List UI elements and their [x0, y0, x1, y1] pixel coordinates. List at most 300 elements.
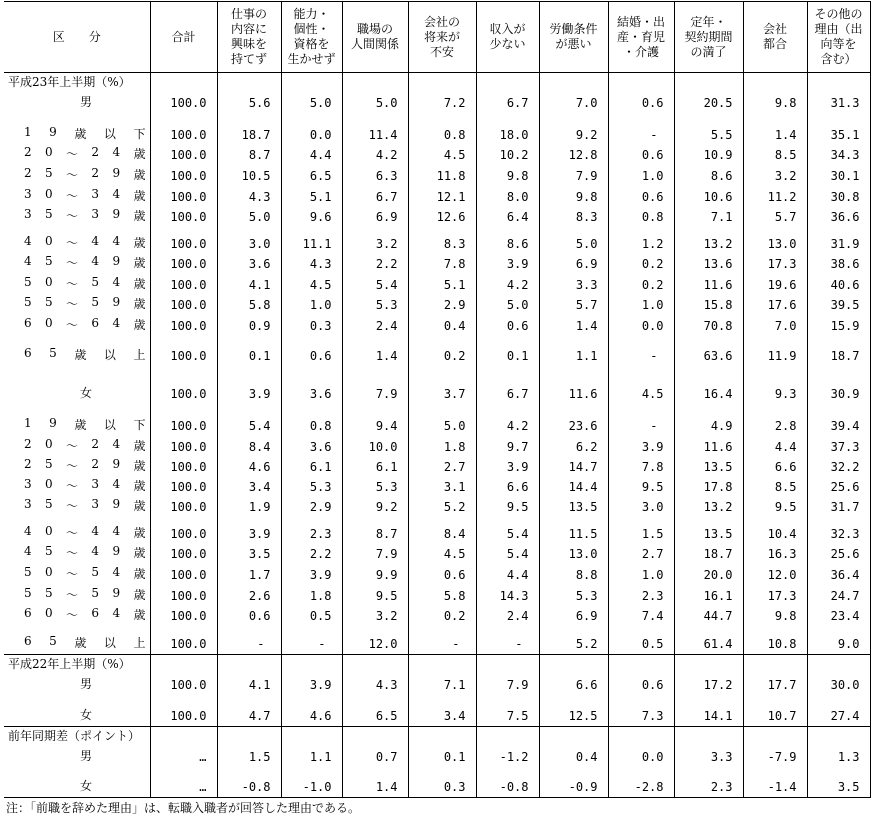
table-cell [608, 727, 674, 748]
table-cell: 13.0 [743, 227, 807, 254]
table-cell [539, 727, 608, 748]
table-cell [743, 767, 807, 777]
table-cell: 5.1 [281, 186, 342, 207]
column-header [342, 2, 408, 73]
age-label: 2 5 ～ 2 9 歳 [24, 457, 146, 473]
table-cell: 4.5 [281, 274, 342, 295]
age-label: 2 0 ～ 2 4 歳 [24, 145, 146, 161]
table-cell: 5.8 [217, 295, 281, 315]
table-cell: 13.5 [674, 457, 743, 477]
table-cell: 9.5 [743, 497, 807, 517]
table-cell: 3.6 [217, 254, 281, 274]
row-label [4, 517, 150, 544]
table-cell [608, 113, 674, 123]
table-cell: 0.6 [608, 93, 674, 113]
column-header-line: ・介護 [622, 44, 659, 59]
age-label: 6 0 ～ 6 4 歳 [24, 316, 146, 332]
column-header-line: 将来が [423, 29, 460, 44]
table-cell: 12.1 [408, 186, 476, 207]
table-cell: 4.9 [674, 415, 743, 436]
table-cell [476, 73, 539, 94]
table-cell: 100.0 [150, 457, 217, 477]
row-label [4, 777, 150, 798]
table-cell: 4.4 [281, 145, 342, 165]
table-cell [281, 73, 342, 94]
table-cell: 8.4 [408, 517, 476, 544]
table-cell [807, 113, 870, 123]
table-cell: 0.1 [217, 336, 281, 366]
table-cell: 18.7 [674, 544, 743, 564]
table-cell [342, 366, 408, 384]
table-cell [539, 404, 608, 415]
column-header-line: 少ない [489, 37, 526, 51]
table-cell: 8.6 [674, 165, 743, 186]
table-cell: 0.0 [608, 315, 674, 336]
table-cell: 10.7 [743, 705, 807, 727]
table-cell: 3.4 [217, 477, 281, 497]
table-row [4, 366, 870, 384]
table-cell: 25.6 [807, 477, 870, 497]
section-row [4, 73, 870, 94]
table-cell: 3.5 [807, 777, 870, 798]
table-cell: 3.5 [217, 544, 281, 564]
table-row [4, 336, 870, 366]
table-cell: 18.7 [217, 123, 281, 145]
table-cell [608, 404, 674, 415]
table-cell: 5.4 [342, 274, 408, 295]
table-cell: 5.3 [539, 585, 608, 606]
table-cell: 4.7 [217, 705, 281, 727]
table-cell: 3.3 [539, 274, 608, 295]
table-cell [674, 404, 743, 415]
table-cell: 13.2 [674, 497, 743, 517]
table-cell: 7.9 [342, 544, 408, 564]
table-cell: 39.5 [807, 295, 870, 315]
row-label [4, 436, 150, 457]
table-cell: 10.5 [217, 165, 281, 186]
table-cell [743, 654, 807, 675]
table-cell: 2.9 [281, 497, 342, 517]
table-row [4, 564, 870, 585]
column-header-line: の満了 [690, 44, 727, 59]
section-title: 平成23年上半期（%） [8, 75, 131, 89]
age-label: 2 5 ～ 2 9 歳 [24, 166, 146, 182]
table-cell [408, 113, 476, 123]
table-cell: 3.9 [476, 457, 539, 477]
table-cell: 3.0 [608, 497, 674, 517]
table-cell [608, 654, 674, 675]
table-cell: 5.0 [476, 295, 539, 315]
column-header [539, 2, 608, 73]
table-row [4, 165, 870, 186]
table-cell [281, 404, 342, 415]
table-cell: 7.0 [743, 315, 807, 336]
column-header-line: 労働条件 [549, 22, 598, 36]
table-cell: 11.2 [743, 186, 807, 207]
table-row [4, 207, 870, 227]
age-label: 6 5 歳 以 上 [24, 346, 146, 362]
table-cell: 1.4 [342, 777, 408, 798]
table-row [4, 585, 870, 606]
row-label [4, 295, 150, 315]
column-header [217, 2, 281, 73]
table-cell: 100.0 [150, 274, 217, 295]
table-cell: 5.0 [408, 415, 476, 436]
table-cell [281, 767, 342, 777]
table-cell: 100.0 [150, 165, 217, 186]
column-header [4, 2, 150, 73]
table-cell: 0.8 [608, 207, 674, 227]
row-label [4, 366, 150, 384]
table-cell: 10.9 [674, 145, 743, 165]
column-header-line: 生かせず [287, 52, 336, 66]
row-label [4, 73, 150, 94]
table-cell [408, 366, 476, 384]
table-cell: 1.8 [408, 436, 476, 457]
table-row [4, 295, 870, 315]
row-label [4, 415, 150, 436]
table-cell: 9.8 [539, 186, 608, 207]
table-cell [408, 695, 476, 705]
table-cell [217, 73, 281, 94]
table-cell: 6.7 [476, 384, 539, 404]
table-row [4, 186, 870, 207]
table-cell: 14.4 [539, 477, 608, 497]
table-row [4, 606, 870, 626]
table-cell: 1.1 [539, 336, 608, 366]
table-cell: 6.5 [281, 165, 342, 186]
table-cell: - [608, 415, 674, 436]
row-label [4, 93, 150, 113]
table-cell: 0.6 [608, 186, 674, 207]
table-cell: 3.2 [743, 165, 807, 186]
table-cell: 3.9 [476, 254, 539, 274]
table-cell: 5.7 [743, 207, 807, 227]
table-cell [608, 366, 674, 384]
table-cell: 12.6 [408, 207, 476, 227]
table-cell: 9.8 [476, 165, 539, 186]
table-cell: 10.2 [476, 145, 539, 165]
table-cell [674, 113, 743, 123]
table-cell: 16.3 [743, 544, 807, 564]
table-cell: 4.5 [408, 145, 476, 165]
table-cell: 11.4 [342, 123, 408, 145]
table-cell: -1.0 [281, 777, 342, 798]
column-header-line: 興味を [230, 37, 267, 51]
table-cell: 6.6 [539, 675, 608, 695]
table-cell: 100.0 [150, 705, 217, 727]
table-cell: 0.9 [217, 315, 281, 336]
age-label: 5 0 ～ 5 4 歳 [24, 275, 146, 291]
table-cell: 6.9 [539, 606, 608, 626]
table-cell: 8.4 [217, 436, 281, 457]
table-cell: 8.3 [408, 227, 476, 254]
table-cell [150, 727, 217, 748]
table-cell: 5.3 [281, 477, 342, 497]
table-cell: 3.2 [342, 227, 408, 254]
table-cell: 8.5 [743, 477, 807, 497]
table-cell: 100.0 [150, 336, 217, 366]
table-cell: 100.0 [150, 517, 217, 544]
table-cell: 9.2 [539, 123, 608, 145]
table-cell: 100.0 [150, 477, 217, 497]
table-cell: 5.2 [539, 626, 608, 654]
row-label [4, 626, 150, 654]
column-header-line: 契約期間 [684, 29, 733, 44]
table-cell: 4.1 [217, 675, 281, 695]
table-cell: 5.2 [408, 497, 476, 517]
age-label: 3 5 ～ 3 9 歳 [24, 497, 146, 513]
table-cell [674, 73, 743, 94]
row-label [4, 123, 150, 145]
column-header-line: 仕事の [230, 7, 267, 21]
age-label: 5 5 ～ 5 9 歳 [24, 586, 146, 602]
table-cell: 100.0 [150, 315, 217, 336]
table-cell: 8.5 [743, 145, 807, 165]
table-cell: 0.1 [408, 747, 476, 767]
table-cell: 6.3 [342, 165, 408, 186]
table-cell: 31.7 [807, 497, 870, 517]
table-cell [743, 73, 807, 94]
column-header-line: 結婚・出 [616, 14, 665, 29]
reasons-table [4, 1, 871, 798]
table-cell: 1.3 [807, 747, 870, 767]
table-cell [150, 73, 217, 94]
table-cell: 7.8 [608, 457, 674, 477]
table-cell: 11.6 [674, 436, 743, 457]
column-header [476, 2, 539, 73]
table-row [4, 404, 870, 415]
table-cell: 11.6 [539, 384, 608, 404]
table-cell: 3.6 [281, 436, 342, 457]
table-cell: 3.9 [281, 675, 342, 695]
table-cell: - [476, 626, 539, 654]
table-cell: 12.5 [539, 705, 608, 727]
column-header [608, 2, 674, 73]
table-cell [408, 654, 476, 675]
table-cell: 12.8 [539, 145, 608, 165]
table-cell: 4.2 [476, 274, 539, 295]
table-row [4, 384, 870, 404]
table-cell: 14.7 [539, 457, 608, 477]
table-cell: 0.1 [476, 336, 539, 366]
table-row [4, 457, 870, 477]
table-cell: 70.8 [674, 315, 743, 336]
table-cell: 17.3 [743, 585, 807, 606]
table-row [4, 123, 870, 145]
column-header-line: 収入が [489, 22, 526, 36]
table-cell: 7.2 [408, 93, 476, 113]
sex-label: 男 [80, 676, 93, 691]
table-cell: 30.9 [807, 384, 870, 404]
header-row [4, 2, 870, 73]
table-cell: 10.4 [743, 517, 807, 544]
table-cell: 31.3 [807, 93, 870, 113]
table-cell: 100.0 [150, 295, 217, 315]
row-label [4, 497, 150, 517]
table-cell [743, 404, 807, 415]
table-row [4, 544, 870, 564]
row-label [4, 727, 150, 748]
table-cell [408, 73, 476, 94]
table-cell: 100.0 [150, 626, 217, 654]
table-cell: 9.2 [342, 497, 408, 517]
table-cell [608, 73, 674, 94]
table-cell: 2.7 [608, 544, 674, 564]
table-cell: 38.6 [807, 254, 870, 274]
table-cell: 14.1 [674, 705, 743, 727]
table-cell: 27.4 [807, 705, 870, 727]
table-cell: -1.2 [476, 747, 539, 767]
table-cell: 23.4 [807, 606, 870, 626]
table-cell: 1.0 [608, 165, 674, 186]
table-row [4, 274, 870, 295]
table-cell: 6.5 [342, 705, 408, 727]
table-row [4, 315, 870, 336]
table-cell: 36.4 [807, 564, 870, 585]
table-cell: 1.4 [342, 336, 408, 366]
table-cell: 0.6 [281, 336, 342, 366]
column-header-line: 職場の [356, 22, 393, 36]
table-cell [476, 366, 539, 384]
table-cell [150, 654, 217, 675]
column-header-line: 都合 [762, 37, 787, 51]
table-cell: 0.4 [408, 315, 476, 336]
table-row [4, 767, 870, 777]
table-cell [342, 767, 408, 777]
table-cell: 5.3 [342, 477, 408, 497]
table-cell: 8.7 [342, 517, 408, 544]
table-cell: 20.5 [674, 93, 743, 113]
table-cell: 39.4 [807, 415, 870, 436]
table-cell [408, 767, 476, 777]
row-label [4, 274, 150, 295]
table-cell: 7.4 [608, 606, 674, 626]
table-cell: 5.4 [476, 544, 539, 564]
table-cell: 4.2 [476, 415, 539, 436]
table-cell [342, 73, 408, 94]
table-cell: 2.3 [281, 517, 342, 544]
table-cell [539, 113, 608, 123]
table-cell: 1.0 [608, 564, 674, 585]
table-cell: 5.7 [539, 295, 608, 315]
table-row [4, 415, 870, 436]
table-cell: 5.0 [342, 93, 408, 113]
table-cell [150, 767, 217, 777]
age-label: 6 0 ～ 6 4 歳 [24, 606, 146, 622]
table-cell: 0.0 [608, 747, 674, 767]
table-cell: 1.4 [743, 123, 807, 145]
age-label: 3 0 ～ 3 4 歳 [24, 477, 146, 493]
table-cell: 7.1 [408, 675, 476, 695]
table-cell: 100.0 [150, 497, 217, 517]
table-cell: 23.6 [539, 415, 608, 436]
column-header [150, 2, 217, 73]
table-cell: 25.6 [807, 544, 870, 564]
table-cell: 9.7 [476, 436, 539, 457]
table-cell: 1.0 [281, 295, 342, 315]
table-cell: 0.8 [281, 415, 342, 436]
table-cell: 3.9 [608, 436, 674, 457]
table-cell [476, 654, 539, 675]
table-cell [408, 404, 476, 415]
column-header-line: 能力・ [293, 7, 330, 21]
column-header-line: 個性・ [293, 22, 330, 36]
table-cell: 4.3 [281, 254, 342, 274]
table-cell: 0.5 [608, 626, 674, 654]
row-label [4, 585, 150, 606]
table-cell: 6.7 [476, 93, 539, 113]
table-cell [674, 767, 743, 777]
table-cell: 30.1 [807, 165, 870, 186]
table-cell: 4.4 [743, 436, 807, 457]
table-cell: 10.0 [342, 436, 408, 457]
table-cell: 0.3 [408, 777, 476, 798]
table-cell [342, 654, 408, 675]
table-cell: 40.6 [807, 274, 870, 295]
table-cell [281, 727, 342, 748]
row-label [4, 564, 150, 585]
column-header-line: その他の [814, 7, 863, 21]
table-cell [807, 73, 870, 94]
table-cell: … [150, 777, 217, 798]
age-label: 4 0 ～ 4 4 歳 [24, 234, 146, 250]
table-cell [342, 113, 408, 123]
table-cell: 0.6 [608, 675, 674, 695]
age-label: 4 5 ～ 4 9 歳 [24, 544, 146, 560]
table-cell [539, 366, 608, 384]
row-label [4, 336, 150, 366]
table-cell [539, 767, 608, 777]
column-header-line: 理由（出 [814, 22, 863, 36]
table-cell [743, 113, 807, 123]
table-cell: 2.6 [217, 585, 281, 606]
table-cell: 36.6 [807, 207, 870, 227]
table-cell [608, 695, 674, 705]
table-cell [674, 654, 743, 675]
row-label [4, 544, 150, 564]
row-label [4, 606, 150, 626]
row-label [4, 384, 150, 404]
table-row [4, 227, 870, 254]
table-cell [281, 654, 342, 675]
table-cell: 5.8 [408, 585, 476, 606]
table-cell: 9.6 [281, 207, 342, 227]
table-cell: 7.3 [608, 705, 674, 727]
sex-label: 男 [80, 749, 93, 763]
table-cell: 32.2 [807, 457, 870, 477]
column-header [674, 2, 743, 73]
table-cell: 31.9 [807, 227, 870, 254]
table-cell [150, 366, 217, 384]
column-header-line: 合計 [171, 29, 196, 44]
table-cell [476, 404, 539, 415]
table-cell [674, 695, 743, 705]
table-cell [743, 727, 807, 748]
table-cell: 7.9 [539, 165, 608, 186]
row-label [4, 207, 150, 227]
table-cell [217, 113, 281, 123]
table-cell: 5.3 [342, 295, 408, 315]
table-cell: -7.9 [743, 747, 807, 767]
table-cell: 30.0 [807, 675, 870, 695]
table-cell [807, 404, 870, 415]
sex-label: 女 [80, 708, 93, 722]
table-cell: 9.4 [342, 415, 408, 436]
table-cell: 17.2 [674, 675, 743, 695]
table-cell: 3.0 [217, 227, 281, 254]
sex-label: 女 [80, 779, 93, 793]
